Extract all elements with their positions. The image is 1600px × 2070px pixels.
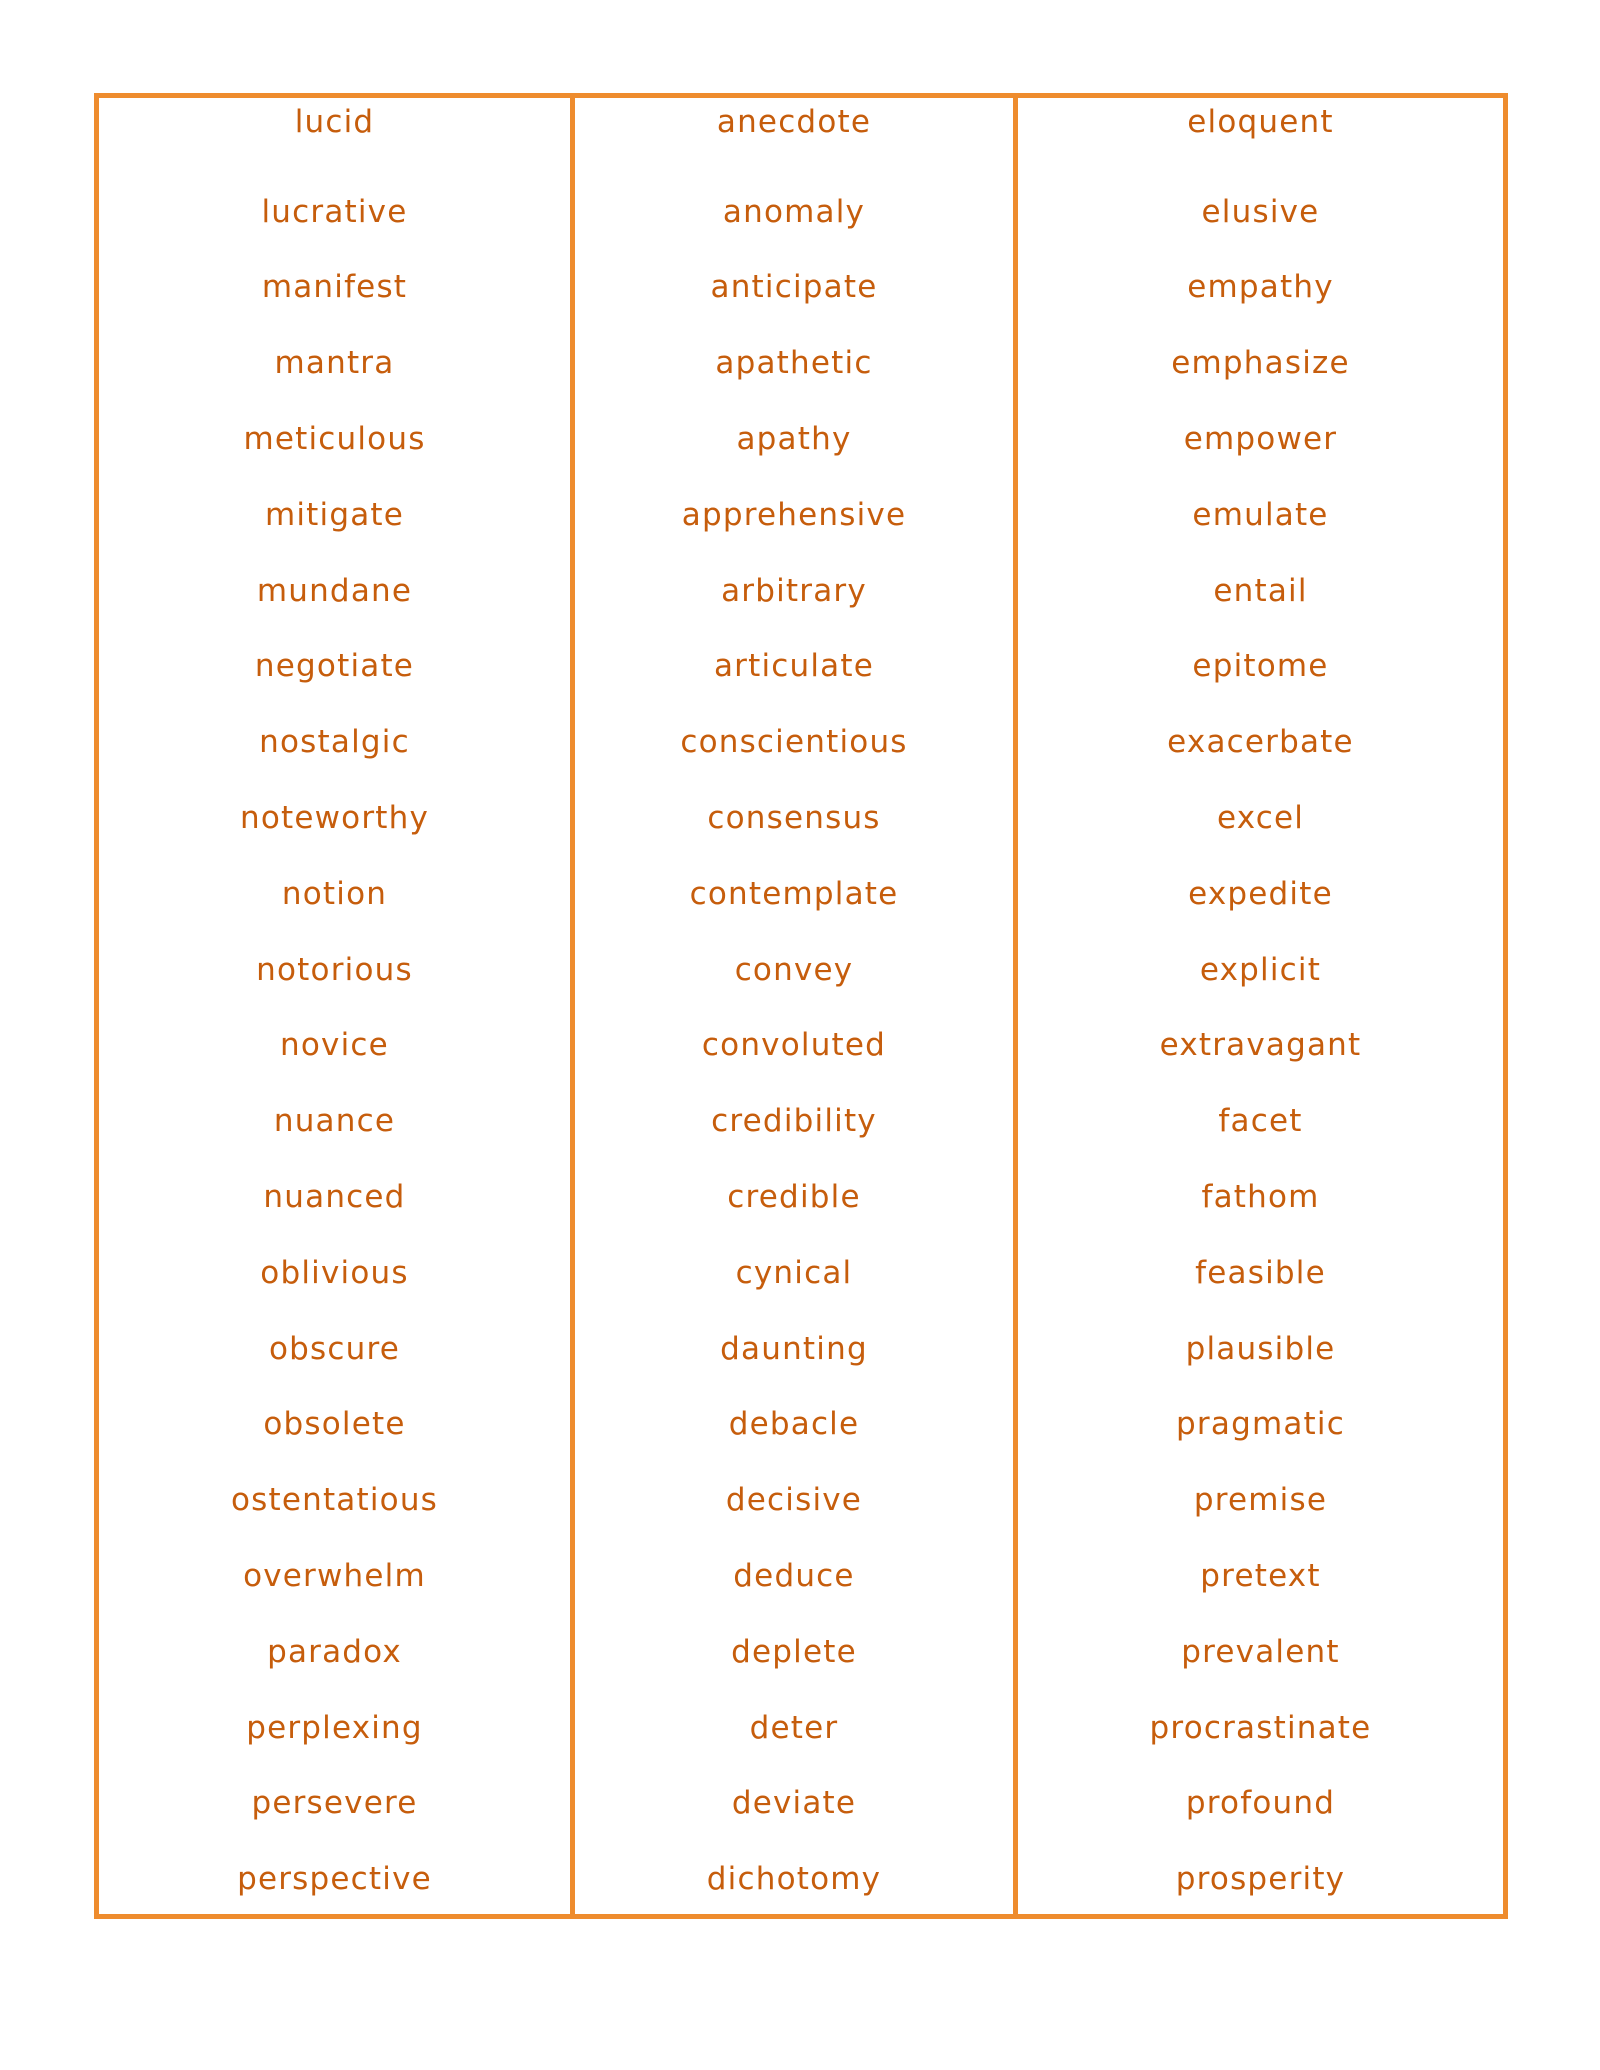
word-item: consensus xyxy=(707,800,881,837)
word-item: decisive xyxy=(725,1482,863,1519)
word-item: elusive xyxy=(1201,193,1320,230)
word-item: procrastinate xyxy=(1149,1709,1372,1746)
word-item: perspective xyxy=(237,1861,432,1898)
word-item: feasible xyxy=(1195,1254,1326,1291)
word-item: cynical xyxy=(735,1254,853,1291)
word-item: empathy xyxy=(1187,269,1334,306)
word-list-2 xyxy=(575,98,1013,1917)
word-item: credible xyxy=(727,1179,861,1216)
word-item: mitigate xyxy=(264,496,405,533)
word-item: obscure xyxy=(268,1330,401,1367)
word-item: apathy xyxy=(736,421,852,458)
word-item: nostalgic xyxy=(259,724,410,761)
word-item: manifest xyxy=(261,269,408,306)
word-list-1 xyxy=(99,98,570,1917)
word-item: facet xyxy=(1218,1103,1303,1140)
word-item: pragmatic xyxy=(1176,1406,1345,1443)
word-item: deplete xyxy=(731,1633,857,1670)
word-item: explicit xyxy=(1199,951,1322,988)
word-item: premise xyxy=(1193,1482,1328,1519)
word-item: extravagant xyxy=(1159,1027,1362,1064)
word-item: nuanced xyxy=(263,1179,406,1216)
word-item: plausible xyxy=(1185,1330,1336,1367)
word-item: anomaly xyxy=(722,193,866,230)
word-column-3 xyxy=(1018,98,1503,1914)
word-item: entail xyxy=(1213,572,1308,609)
word-item: epitome xyxy=(1192,648,1329,685)
word-item: novice xyxy=(280,1027,389,1064)
word-item: credibility xyxy=(711,1103,877,1140)
word-item: mantra xyxy=(274,345,395,382)
word-item: apathetic xyxy=(715,345,873,382)
word-item: anecdote xyxy=(716,104,872,140)
word-item: anticipate xyxy=(710,269,878,306)
word-item: lucrative xyxy=(261,193,408,230)
word-item: daunting xyxy=(720,1330,868,1367)
word-item: convoluted xyxy=(701,1027,887,1064)
word-item: contemplate xyxy=(689,875,899,912)
word-item: apprehensive xyxy=(681,496,907,533)
word-item: expedite xyxy=(1188,875,1333,912)
word-item: convey xyxy=(734,951,854,988)
word-item: oblivious xyxy=(260,1254,409,1291)
word-item: notion xyxy=(281,875,388,912)
word-item: prevalent xyxy=(1181,1633,1340,1670)
word-item: exacerbate xyxy=(1167,724,1354,761)
word-item: obsolete xyxy=(263,1406,406,1443)
word-item: excel xyxy=(1216,800,1305,837)
word-item: perplexing xyxy=(246,1709,423,1746)
word-item: emulate xyxy=(1192,496,1329,533)
word-item: deduce xyxy=(733,1558,855,1595)
word-column-2 xyxy=(575,98,1018,1914)
word-item: articulate xyxy=(713,648,875,685)
word-item: noteworthy xyxy=(239,800,430,837)
word-item: dichotomy xyxy=(706,1861,882,1898)
word-item: nuance xyxy=(273,1103,396,1140)
word-item: paradox xyxy=(267,1633,402,1670)
word-item: emphasize xyxy=(1171,345,1350,382)
word-item: pretext xyxy=(1200,1558,1321,1595)
word-item: conscientious xyxy=(680,724,908,761)
word-item: debacle xyxy=(728,1406,860,1443)
word-item: eloquent xyxy=(1187,104,1334,140)
word-item: fathom xyxy=(1201,1179,1320,1216)
word-item: mundane xyxy=(256,572,413,609)
word-item: prosperity xyxy=(1175,1861,1346,1898)
word-item: ostentatious xyxy=(230,1482,439,1519)
word-item: profound xyxy=(1185,1785,1336,1822)
word-item: negotiate xyxy=(254,648,415,685)
word-item: deviate xyxy=(731,1785,857,1822)
word-column-1 xyxy=(99,98,575,1914)
word-item: meticulous xyxy=(243,421,426,458)
word-item: lucid xyxy=(294,104,375,140)
word-item: deter xyxy=(749,1709,839,1746)
word-item: empower xyxy=(1183,421,1338,458)
word-item: persevere xyxy=(251,1785,418,1822)
word-item: overwhelm xyxy=(243,1558,426,1595)
word-item: notorious xyxy=(256,951,413,988)
word-item: arbitrary xyxy=(721,572,867,609)
vocabulary-word-table xyxy=(94,93,1508,1919)
word-list-3 xyxy=(1018,98,1503,1917)
